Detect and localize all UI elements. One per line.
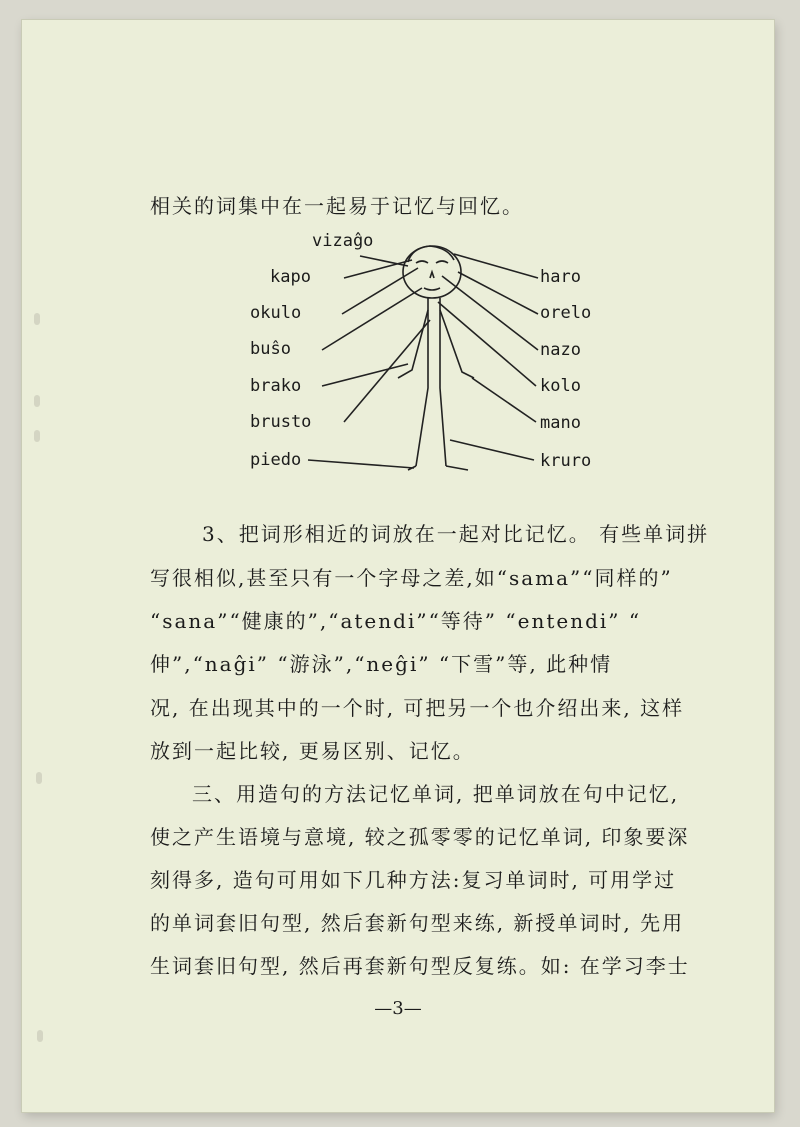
hair-icon: [408, 246, 454, 262]
label-haro: haro: [540, 267, 581, 287]
stick-figure-feet: [408, 466, 468, 470]
connector-vizago: [360, 256, 408, 266]
paragraph-3-line: 况, 在出现其中的一个时, 可把另一个也介绍出来, 这样: [150, 696, 685, 720]
label-okulo: okulo: [250, 303, 302, 323]
label-piedo: piedo: [250, 450, 302, 470]
paragraph-3-line: 放到一起比较, 更易区别、记忆。: [150, 739, 475, 763]
connector-kapo: [344, 260, 412, 278]
paragraph-3-line: “sana”“健康的”,“atendi”“等待” “entendi” “: [150, 609, 642, 633]
intro-text: 相关的词集中在一起易于记忆与回忆。: [150, 194, 524, 218]
stick-figure-legs: [416, 298, 446, 466]
label-brako: brako: [250, 376, 302, 396]
label-brusto: brusto: [250, 412, 312, 432]
connector-piedo: [308, 460, 414, 468]
connector-nazo: [442, 276, 538, 350]
paragraph-4-line: 使之产生语境与意境, 较之孤零零的记忆单词, 印象要深: [150, 825, 690, 849]
label-buso: buŝo: [250, 339, 291, 359]
connector-mano: [472, 378, 536, 422]
connector-brako: [322, 364, 408, 386]
connector-orelo: [458, 272, 538, 314]
label-nazo: nazo: [540, 340, 581, 360]
eyes-icon: [416, 261, 448, 263]
label-mano: mano: [540, 413, 581, 433]
paragraph-4-line: 刻得多, 造句可用如下几种方法:复习单词时, 可用学过: [150, 868, 677, 892]
paragraph-4-line: 三、用造句的方法记忆单词, 把单词放在句中记忆,: [192, 782, 680, 806]
label-kolo: kolo: [540, 376, 581, 396]
paragraph-4-line: 生词套旧句型, 然后再套新句型反复练。如: 在学习李士: [150, 954, 690, 978]
paper-page: [22, 20, 774, 1112]
paragraph-3-line: 写很相似,甚至只有一个字母之差,如“sama”“同样的”: [150, 566, 673, 590]
paragraph-4-line: 的单词套旧句型, 然后套新句型来练, 新授单词时, 先用: [150, 911, 685, 935]
connector-buso: [322, 288, 422, 350]
connector-brusto: [344, 320, 430, 422]
label-orelo: orelo: [540, 303, 592, 323]
connector-haro: [454, 254, 538, 278]
label-kapo: kapo: [270, 267, 311, 287]
paragraph-3-line: 3、把词形相近的词放在一起对比记忆。 有些单词拼: [202, 522, 710, 546]
page-number: —3—: [374, 998, 422, 1019]
paragraph-3-line: 伸”,“naĝi” “游泳”,“neĝi” “下雪”等, 此种情: [150, 652, 613, 676]
connector-kruro: [450, 440, 534, 460]
label-vizago: vizaĝo: [312, 231, 374, 251]
face-features-icon: [424, 272, 440, 290]
label-kruro: kruro: [540, 451, 592, 471]
